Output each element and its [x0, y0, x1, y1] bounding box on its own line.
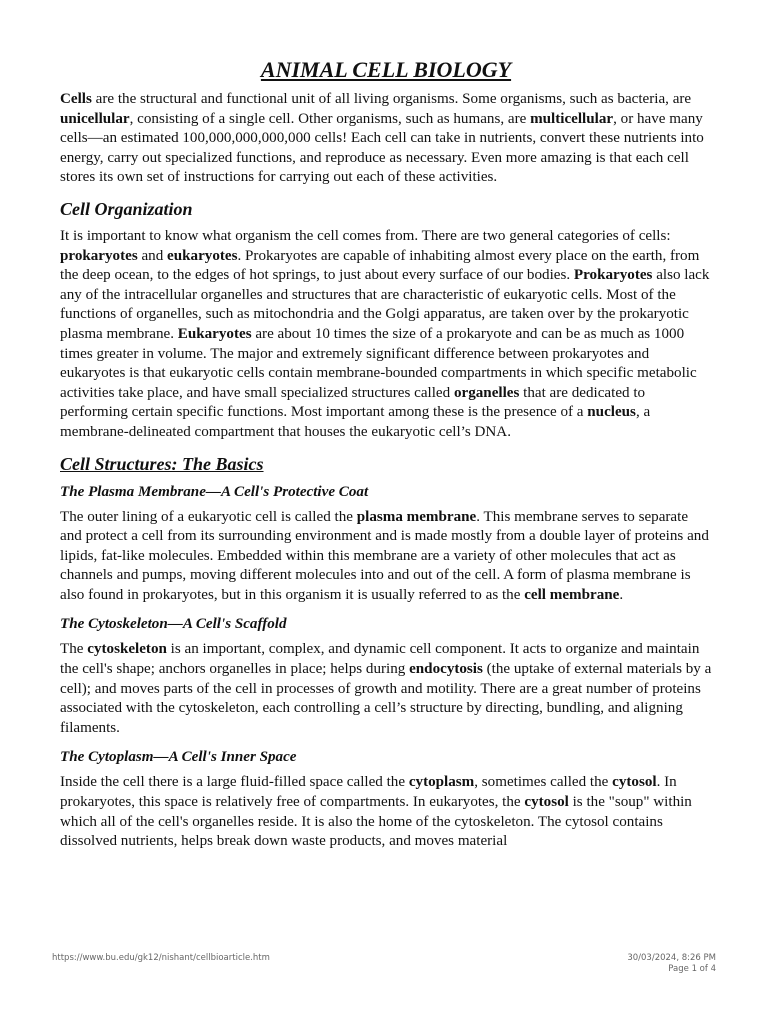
cytoplasm-paragraph: [60, 773, 712, 851]
term-prokaryotes: prokaryotes: [60, 247, 138, 264]
org-text-2: and: [137, 247, 168, 264]
document-title: ANIMAL CELL BIOLOGY: [260, 57, 512, 82]
footer-page-number: Page 1 of 4: [668, 964, 716, 974]
cytoplasm-heading: The Cytoplasm—A Cell's Inner Space: [60, 749, 297, 766]
term-eukaryotes-2: Eukaryotes: [177, 325, 252, 342]
term-cells: Cells: [60, 91, 92, 107]
term-cell-membrane: cell membrane: [524, 586, 620, 603]
org-text-5: are about 10 times the size of a prokaryote and can be as much as 1000 times greater in volume. The major and extremely significant difference between prokaryotes and eukaryotes is that eukaryotic cells contain membrane-bounded compartments in which specific metabolic activities take place, and have small specialized structures called: [60, 325, 697, 401]
cp-text-4: is the "soup" within which all of the cell's organelles reside. It is also the home of the cytoskeleton. The cytosol contains dissolved nutrients, helps break down waste products, and moves material: [60, 794, 692, 850]
cp-text-3: . In prokaryotes, this space is relatively free of compartments. In eukaryotes, the: [60, 774, 677, 811]
org-text-7: , a membrane-delineated compartment that houses the eukaryotic cell’s DNA.: [60, 404, 651, 440]
term-eukaryotes: eukaryotes: [167, 247, 238, 264]
org-text-4: also lack any of the intracellular organelles and structures that are characteristic of eukaryotic cells. Most of the functions of organelles, such as mitochondria and the Golgi apparatus, are taken over by the prokaryotic plasma membrane.: [60, 267, 710, 342]
pm-text-2: . This membrane serves to separate and protect a cell from its surrounding environment and is made mostly from a double layer of proteins and lipids, fat-like molecules. Embedded within this membrane are a variety of other molecules that act as channels and pumps, moving different molecules into and out of the cell. A form of plasma membrane is also found in prokaryotes, but in this organism it is usually referred to as the: [60, 508, 709, 603]
cell-organization-heading: Cell Organization: [60, 198, 193, 219]
org-text-6: that are dedicated to performing certain specific functions. Most important among these is the presence of a: [60, 384, 646, 421]
intro-text-1: are the structural and functional unit of all living organisms. Some organisms, such as bacteria, are: [91, 91, 692, 107]
intro-paragraph: [60, 90, 712, 188]
term-multicellular: multicellular: [530, 110, 614, 127]
cell-structures-heading: Cell Structures: The Basics: [60, 453, 264, 474]
cs-text-1: The: [60, 641, 88, 658]
org-text-1: It is important to know what organism the cell comes from. There are two general categories of cells:: [60, 227, 671, 244]
plasma-membrane-paragraph: [60, 508, 712, 606]
term-endocytosis: endocytosis: [409, 661, 483, 678]
footer-url: https://www.bu.edu/gk12/nishant/cellbioarticle.htm: [52, 953, 270, 963]
cp-text-2: , sometimes called the: [474, 774, 613, 791]
cytoskeleton-heading: The Cytoskeleton—A Cell's Scaffold: [60, 616, 287, 633]
term-organelles: organelles: [453, 384, 520, 401]
term-cytosol-2: cytosol: [524, 794, 569, 811]
pm-text-3: .: [619, 586, 624, 603]
cs-text-3: (the uptake of external materials by a cell); and moves parts of the cell in processes of growth and motility. There are a great number of proteins associated with the cytoskeleton, each controlling a cell’s structure by directing, bundling, and aligning filaments.: [60, 661, 712, 736]
cs-text-2: is an important, complex, and dynamic cell component. It acts to organize and maintain the cell's shape; anchors organelles in place; helps during: [60, 641, 700, 678]
term-cytoskeleton: cytoskeleton: [87, 641, 167, 658]
cytoskeleton-paragraph: [60, 640, 712, 738]
term-nucleus: nucleus: [587, 404, 636, 421]
cp-text-1: Inside the cell there is a large fluid-filled space called the: [60, 774, 409, 791]
org-text-3: . Prokaryotes are capable of inhabiting almost every place on the earth, from the deep ocean, to the edges of hot springs, to just about every surface of our bodies.: [60, 247, 700, 284]
intro-text-2: , consisting of a single cell. Other organisms, such as humans, are: [129, 110, 531, 127]
document-page: [60, 56, 712, 861]
term-cytosol: cytosol: [612, 774, 657, 791]
term-prokaryotes-2: Prokaryotes: [573, 267, 653, 284]
footer-meta: [627, 953, 716, 975]
intro-text-3: , or have many cells—an estimated 100,000,000,000,000 cells! Each cell can take in nutrients, convert these nutrients into energy, carry out specialized functions, and reproduce as necessary. Even more amazing is that each cell stores its own set of instructions for carrying out each of these activities.: [60, 110, 704, 186]
pm-text-1: The outer lining of a eukaryotic cell is called the: [60, 508, 357, 525]
footer-datetime: 30/03/2024, 8:26 PM: [627, 953, 716, 963]
plasma-membrane-heading: The Plasma Membrane—A Cell's Protective Coat: [60, 483, 369, 500]
term-unicellular: unicellular: [60, 110, 130, 127]
term-plasma-membrane: plasma membrane: [356, 508, 477, 525]
term-cytoplasm: cytoplasm: [408, 774, 475, 791]
cell-organization-paragraph: [60, 227, 712, 443]
